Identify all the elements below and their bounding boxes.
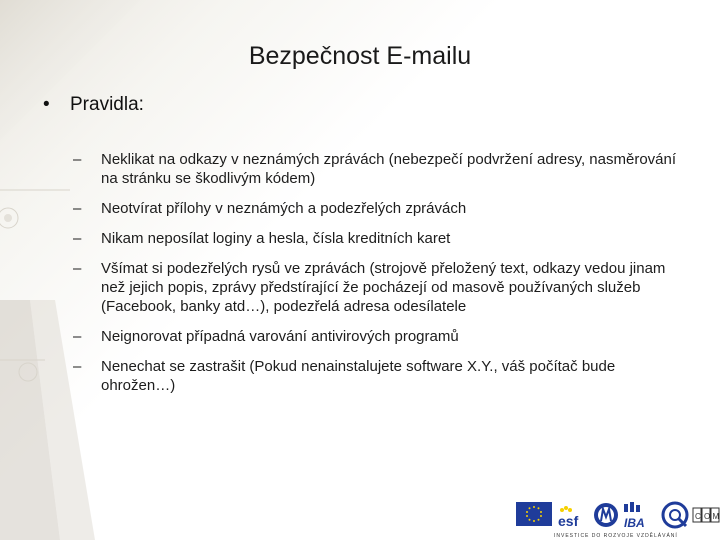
footer-tagline: INVESTICE DO ROZVOJE VZDĚLÁVÁNÍ xyxy=(554,533,678,539)
list-item-text: Nenechat se zastrašit (Pokud nenainstalujete software X.Y., váš počítač bude ohrožen…) xyxy=(101,358,616,394)
svg-text:M: M xyxy=(712,512,720,521)
msmt-logo xyxy=(592,500,620,530)
dash-marker: – xyxy=(73,151,82,168)
qc-logo xyxy=(660,500,690,530)
svg-text:O: O xyxy=(704,512,711,521)
com-logo xyxy=(692,500,720,530)
dash-marker: – xyxy=(73,358,82,375)
iba-logo xyxy=(622,500,658,530)
eu-flag-logo xyxy=(516,502,552,526)
list-item-text: Všímat si podezřelých rysů ve zprávách (strojově přeložený text, odkazy vedou jinam než jejich popis, zprávy předstírající že pocházejí od masově používaných služeb (Facebook, banky atd…), podezřelá adresa odesílatele xyxy=(101,260,666,315)
list-item xyxy=(73,150,683,188)
list-item-text: Neklikat na odkazy v neznámých zprávách (nebezpečí podvržení adresy, nasměrování na stránku se škodlivým kódem) xyxy=(101,151,677,187)
rules-list xyxy=(73,150,683,406)
list-item xyxy=(73,229,683,248)
list-item xyxy=(73,327,683,346)
list-item-text: Nikam neposílat loginy a hesla, čísla kreditních karet xyxy=(101,230,451,247)
svg-text:C: C xyxy=(695,512,701,521)
list-item xyxy=(73,357,683,395)
dash-marker: – xyxy=(73,200,82,217)
dash-marker: – xyxy=(73,328,82,345)
svg-text:IBA: IBA xyxy=(624,516,645,530)
dash-marker: – xyxy=(73,230,82,247)
bullet-heading xyxy=(43,94,144,116)
dash-marker: – xyxy=(73,260,82,277)
footer-fine-print xyxy=(550,492,720,498)
slide-title: Bezpečnost E-mailu xyxy=(248,42,472,70)
list-item-text: Neignorovat případná varování antivirových programů xyxy=(101,328,459,345)
sponsor-logos xyxy=(510,492,720,540)
bullet-heading-text: Pravidla: xyxy=(70,94,144,115)
esf-logo xyxy=(554,500,590,530)
list-item-text: Neotvírat přílohy v neznámých a podezřelých zprávách xyxy=(101,200,467,217)
list-item xyxy=(73,199,683,218)
svg-text:esf: esf xyxy=(558,513,579,529)
bullet-marker: • xyxy=(43,94,50,115)
list-item xyxy=(73,259,683,316)
